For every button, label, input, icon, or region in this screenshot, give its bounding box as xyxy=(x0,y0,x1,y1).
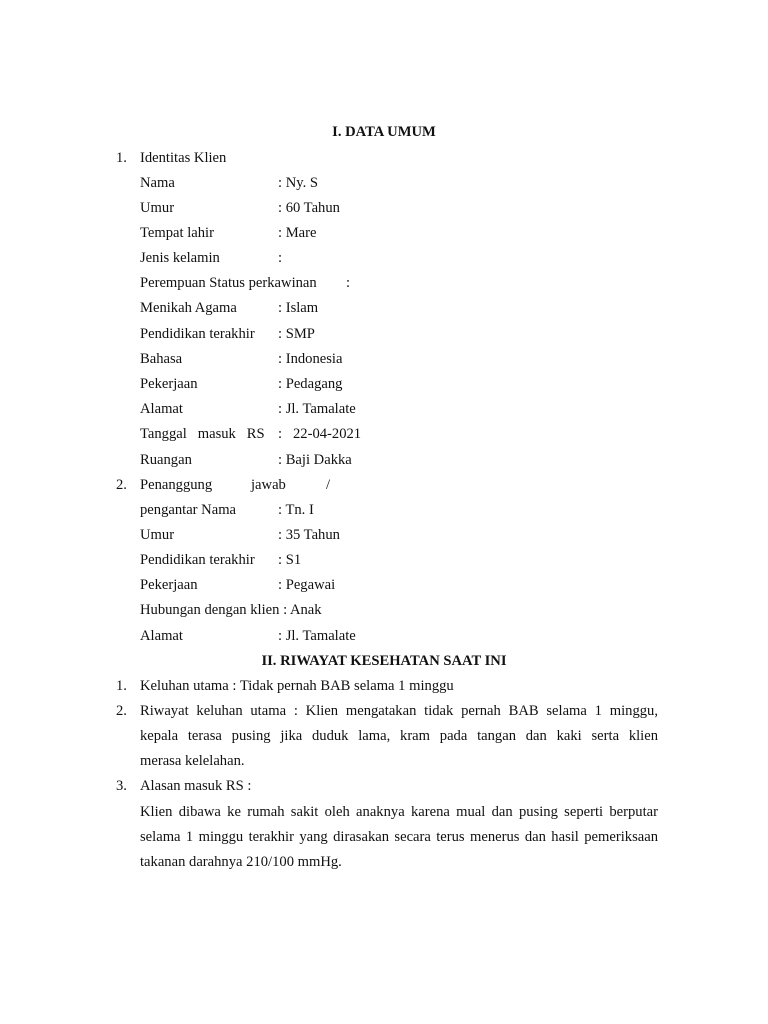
alasan-masuk-line-3: takanan darahnya 210/100 mmHg. xyxy=(140,854,342,870)
penanggung-title-a: Penanggung xyxy=(140,477,213,493)
item-1-number: 1. xyxy=(116,150,127,166)
alasan-masuk-line-2: selama 1 minggu terakhir yang dirasakan secara terus menerus dan hasil pemeriksaan xyxy=(140,829,658,845)
riwayat-keluhan-line-2: kepala terasa pusing jika duduk lama, kram pada tangan dan kaki serta klien xyxy=(140,728,658,744)
section-2-heading: II. RIWAYAT KESEHATAN SAAT INI xyxy=(261,653,507,669)
keluhan-utama-text: Keluhan utama : Tidak pernah BAB selama 1 minggu xyxy=(140,678,454,694)
alasan-masuk-line-1: Klien dibawa ke rumah sakit oleh anaknya karena mual dan pusing seperti berputar xyxy=(140,804,658,820)
s2-item-3-number: 3. xyxy=(116,778,127,794)
umur-value: : 60 Tahun xyxy=(278,200,340,216)
ruangan-label: Ruangan xyxy=(140,452,192,468)
alamat-value: : Jl. Tamalate xyxy=(278,401,356,417)
penanggung-title-c: / xyxy=(326,477,331,493)
pendidikan-value: : SMP xyxy=(278,326,315,342)
pengantar-pekerjaan-label: Pekerjaan xyxy=(140,577,198,593)
pendidikan-label: Pendidikan terakhir xyxy=(140,326,255,342)
tanggal-masuk-label: Tanggal masuk RS xyxy=(140,426,265,442)
alamat-label: Alamat xyxy=(140,401,183,417)
riwayat-keluhan-line-1: Riwayat keluhan utama : Klien mengatakan tidak pernah BAB selama 1 minggu, xyxy=(140,703,658,719)
agama-label: Menikah Agama xyxy=(140,300,237,316)
pengantar-pendidikan-label: Pendidikan terakhir xyxy=(140,552,255,568)
status-perkawinan-label: Perempuan Status perkawinan xyxy=(140,275,317,291)
pekerjaan-value: : Pedagang xyxy=(278,376,343,392)
pengantar-nama-label: pengantar Nama xyxy=(140,502,237,518)
item-2-number: 2. xyxy=(116,477,127,493)
penanggung-title-b: jawab xyxy=(251,477,286,493)
s2-item-2-number: 2. xyxy=(116,703,127,719)
agama-value: : Islam xyxy=(278,300,319,316)
alasan-masuk-title: Alasan masuk RS : xyxy=(140,778,252,794)
pengantar-umur-value: : 35 Tahun xyxy=(278,527,340,543)
pengantar-umur-label: Umur xyxy=(140,527,175,543)
status-perkawinan-value: : xyxy=(346,275,351,291)
tempat-lahir-value: : Mare xyxy=(278,225,317,241)
ruangan-value: : Baji Dakka xyxy=(278,452,352,468)
nama-value: : Ny. S xyxy=(278,175,319,191)
riwayat-keluhan-line-3: merasa kelelahan. xyxy=(140,753,245,769)
umur-label: Umur xyxy=(140,200,175,216)
bahasa-label: Bahasa xyxy=(140,351,183,367)
tempat-lahir-label: Tempat lahir xyxy=(140,225,214,241)
jenis-kelamin-value: : xyxy=(278,250,283,266)
nama-label: Nama xyxy=(140,175,175,191)
pengantar-nama-value: : Tn. I xyxy=(278,502,314,518)
pengantar-pendidikan-value: : S1 xyxy=(278,552,302,568)
jenis-kelamin-label: Jenis kelamin xyxy=(140,250,220,266)
s2-item-1-number: 1. xyxy=(116,678,127,694)
tanggal-masuk-value: : 22-04-2021 xyxy=(278,426,362,442)
pengantar-alamat-label: Alamat xyxy=(140,628,183,644)
identitas-klien-title: Identitas Klien xyxy=(140,150,227,166)
bahasa-value: : Indonesia xyxy=(278,351,343,367)
pengantar-pekerjaan-value: : Pegawai xyxy=(278,577,336,593)
section-1-heading: I. DATA UMUM xyxy=(332,124,436,140)
hubungan-line: Hubungan dengan klien : Anak xyxy=(140,602,322,618)
pekerjaan-label: Pekerjaan xyxy=(140,376,198,392)
pengantar-alamat-value: : Jl. Tamalate xyxy=(278,628,356,644)
